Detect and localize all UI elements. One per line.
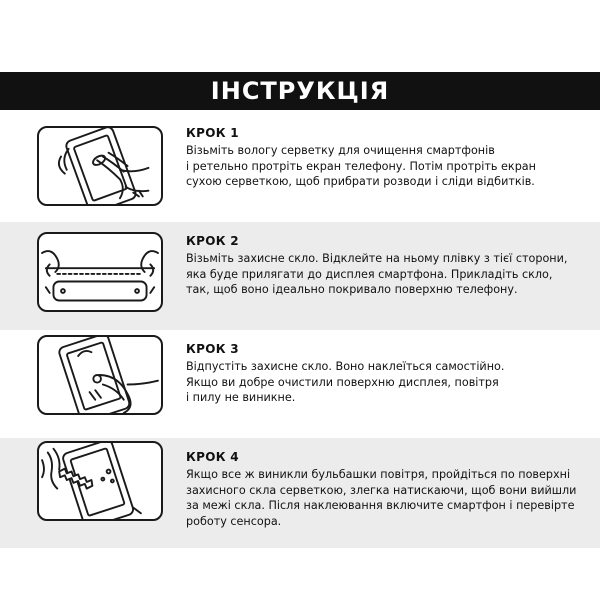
step-3: [0, 330, 600, 438]
step-2-text: [186, 234, 586, 298]
step-4: [0, 438, 600, 548]
step-3-text: [186, 342, 586, 406]
page-title: ІНСТРУКЦІЯ: [210, 77, 390, 105]
step-title: КРОК 1: [186, 126, 239, 140]
step-1-text: [186, 126, 586, 190]
glass-release-hand-icon: [37, 335, 163, 415]
step-1: [0, 114, 600, 222]
step-line: роботу сенсора.: [186, 514, 282, 528]
step-line: яка буде прилягати до дисплея смартфона. Прикладіть скло,: [186, 267, 553, 281]
step-title: КРОК 2: [186, 234, 239, 248]
step-title: КРОК 4: [186, 450, 239, 464]
step-line: і пилу не виникне.: [186, 391, 296, 404]
step-line: за межі скла. Після наклеювання включите смартфон і перевірте: [186, 499, 575, 512]
phone-wipe-hand-icon: [37, 126, 163, 206]
step-line: і ретельно протріть екран телефону. Потім протріть екран: [186, 159, 536, 173]
bubble-remove-cloth-icon: [37, 441, 163, 521]
step-line: так, щоб воно ідеально покривало поверхню телефону.: [186, 283, 518, 296]
step-line: Відпустіть захисне скло. Воно наклеїться самостійно.: [186, 360, 505, 373]
step-title: КРОК 3: [186, 342, 239, 356]
step-2: [0, 222, 600, 330]
step-line: захисного скла серветкою, злегка натискаючи, щоб вони вийшли: [186, 483, 577, 497]
step-4-text: [186, 450, 586, 529]
step-line: сухою серветкою, щоб прибрати розводи і сліди відбитків.: [186, 175, 535, 188]
instruction-header: [0, 72, 600, 110]
step-line: Якщо ви добре очистили поверхню дисплея, повітря: [186, 375, 499, 389]
step-line: Візьміть вологу серветку для очищення смартфонів: [186, 144, 495, 157]
step-line: Візьміть захисне скло. Відклейте на ньому плівку з тієї сторони,: [186, 252, 568, 265]
glass-align-hands-icon: [37, 232, 163, 312]
step-line: Якщо все ж виникли бульбашки повітря, пройдіться по поверхні: [186, 468, 571, 481]
